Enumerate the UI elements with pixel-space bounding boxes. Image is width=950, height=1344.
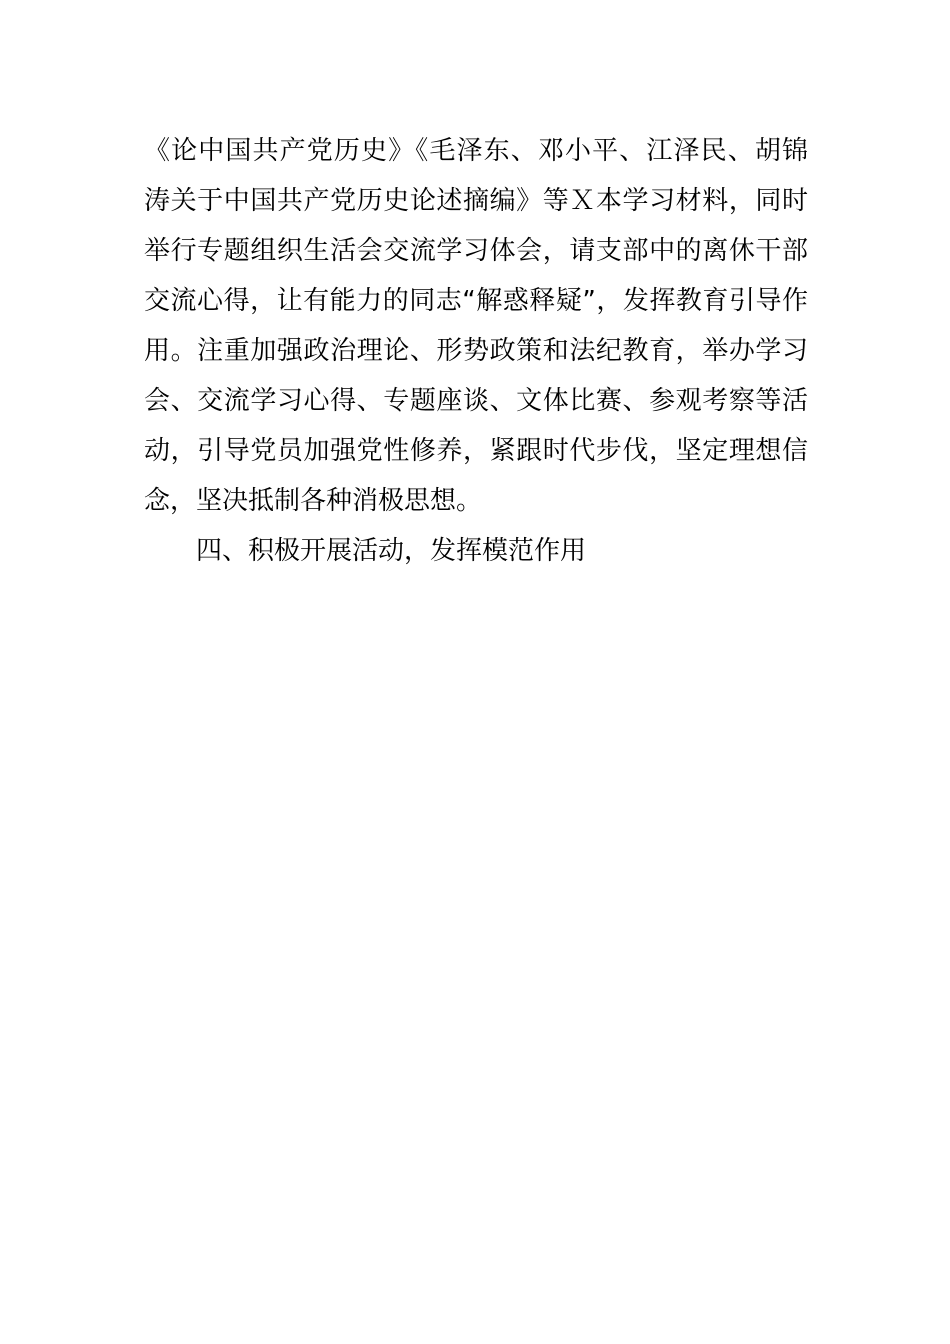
paragraph-line: 用。注重加强政治理论、形势政策和法纪教育，举办学习 [144,336,808,366]
paragraph-line: 会、交流学习心得、专题座谈、文体比赛、参观考察等活 [144,386,808,416]
section-heading: 四、积极开展活动，发挥模范作用 [196,536,587,566]
paragraph-line: 交流心得，让有能力的同志“解惑释疑”，发挥教育引导作 [144,286,808,316]
body-paragraph [144,126,808,526]
paragraph-line: 动，引导党员加强党性修养，紧跟时代步伐，坚定理想信 [144,436,808,466]
paragraph-line: 涛关于中国共产党历史论述摘编》等Ｘ本学习材料，同时 [144,186,808,216]
paragraph-line: 念，坚决抵制各种消极思想。 [144,486,483,516]
document-body [144,126,808,576]
paragraph-line: 举行专题组织生活会交流学习体会，请支部中的离休干部 [144,236,808,266]
paragraph-line: 《论中国共产党历史》《毛泽东、邓小平、江泽民、胡锦 [144,136,808,166]
